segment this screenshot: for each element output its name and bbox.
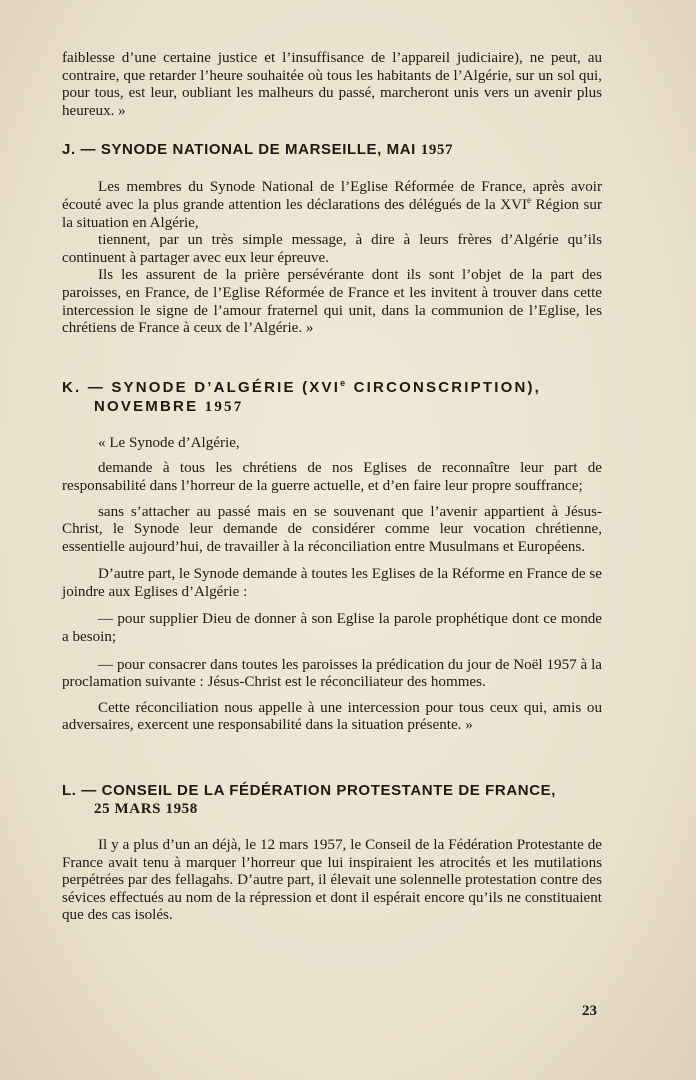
section-l-title: L. — CONSEIL DE LA FÉDÉRATION PROTESTANTE DE FRANCE, [62,782,556,800]
section-j-p1-tail: Région sur la situation en Algérie, [62,196,602,231]
section-l-paragraph-1: Il y a plus d’un an déjà, le 12 mars 1957, le Conseil de la Fédération Protestante de France avait tenu à marquer l’horreur que lui inspiraient les atrocités et les mutilations perpétrées par des fellagahs. D’autre part, il élevait une solennelle protestation contre des sévices effectués au nom de la répression et dont il espérait encore qu’ils ne constituaient que des cas isolés. [62,837,602,924]
section-k-title-line2 [62,397,602,417]
section-j-paragraph-3: Ils les assurent de la prière persévérante dont ils sont l’objet de la part des paroisses, en France, de l’Eglise Réformée de France et les invitent à trouver dans cette intercession le signe de l’amour fraternel qui unit, dans la communion de l’Eglise, les chrétiens de France à ceux de l’Algérie. » [62,267,602,337]
page-number: 23 [582,1003,597,1019]
section-j-year: 1957 [420,142,454,159]
section-j-paragraph-2: tiennent, par un très simple message, à dire à leurs frères d’Algérie qu’ils continuent à partager avec eux leur épreuve. [62,232,602,266]
section-k-title [62,379,541,396]
section-k-paragraph-7: Cette réconciliation nous appelle à une intercession pour tous ceux qui, amis ou adversaires, exercent une responsabilité dans la situation présente. » [62,699,602,734]
section-j-title: J. — SYNODE NATIONAL DE MARSEILLE, MAI [62,141,416,159]
section-j-heading [62,140,602,160]
section-k-month: NOVEMBRE [94,397,199,415]
section-l-heading [62,781,602,819]
section-k-paragraph-4: D’autre part, le Synode demande à toutes les Eglises de la Réforme en France de se joindre aux Eglises d’Algérie : [62,566,602,600]
section-k-year: 1957 [204,398,244,415]
section-k-title-text: K. — SYNODE D’ALGÉRIE (XVI [62,378,341,396]
section-k-paragraph-6: — pour consacrer dans toutes les paroisses la prédication du jour de Noël 1957 à la proclamation suivante : Jésus-Christ est le réconciliateur des hommes. [62,656,602,691]
section-l-date: 25 MARS 1958 [94,801,198,818]
section-k-paragraph-3: sans s’attacher au passé mais en se souvenant que l’avenir appartient à Jésus-Christ, le Synode leur demande de considérer comme leur vocation chrétienne, essentielle aujourd’hui, de travailler à la réconciliation entre Musulmans et Européens. [62,503,602,555]
section-k-heading [62,378,602,417]
section-k-paragraph-2: demande à tous les chrétiens de nos Eglises de reconnaître leur part de responsabilité dans l’horreur de la guerre actuelle, et d’en faire leur propre souffrance; [62,460,602,494]
section-j-p1-sup: e [527,194,532,205]
section-j-paragraph-1 [62,179,602,232]
page-body [62,50,602,925]
section-k-title-tail: CIRCONSCRIPTION), [347,378,542,396]
section-k-paragraph-1: « Le Synode d’Algérie, [98,434,240,451]
intro-paragraph: faiblesse d’une certaine justice et l’insuffisance de l’appareil judiciaire), ne peut, au contraire, que retarder l’heure souhaitée où tous les habitants de l’Algérie, sur un sol qui, pour tous, est leur, oubliant les malheurs du passé, marcheront unis vers un avenir plus heureux. » [62,50,602,119]
section-j-p1-text: Les membres du Synode National de l’Eglise Réformée de France, après avoir écouté avec la plus grande attention les déclarations des délégués de la XVI [62,179,602,213]
section-k-paragraph-5: — pour supplier Dieu de donner à son Eglise la parole prophétique dont ce monde a besoin; [62,611,602,646]
section-k-title-sup: e [340,377,348,388]
